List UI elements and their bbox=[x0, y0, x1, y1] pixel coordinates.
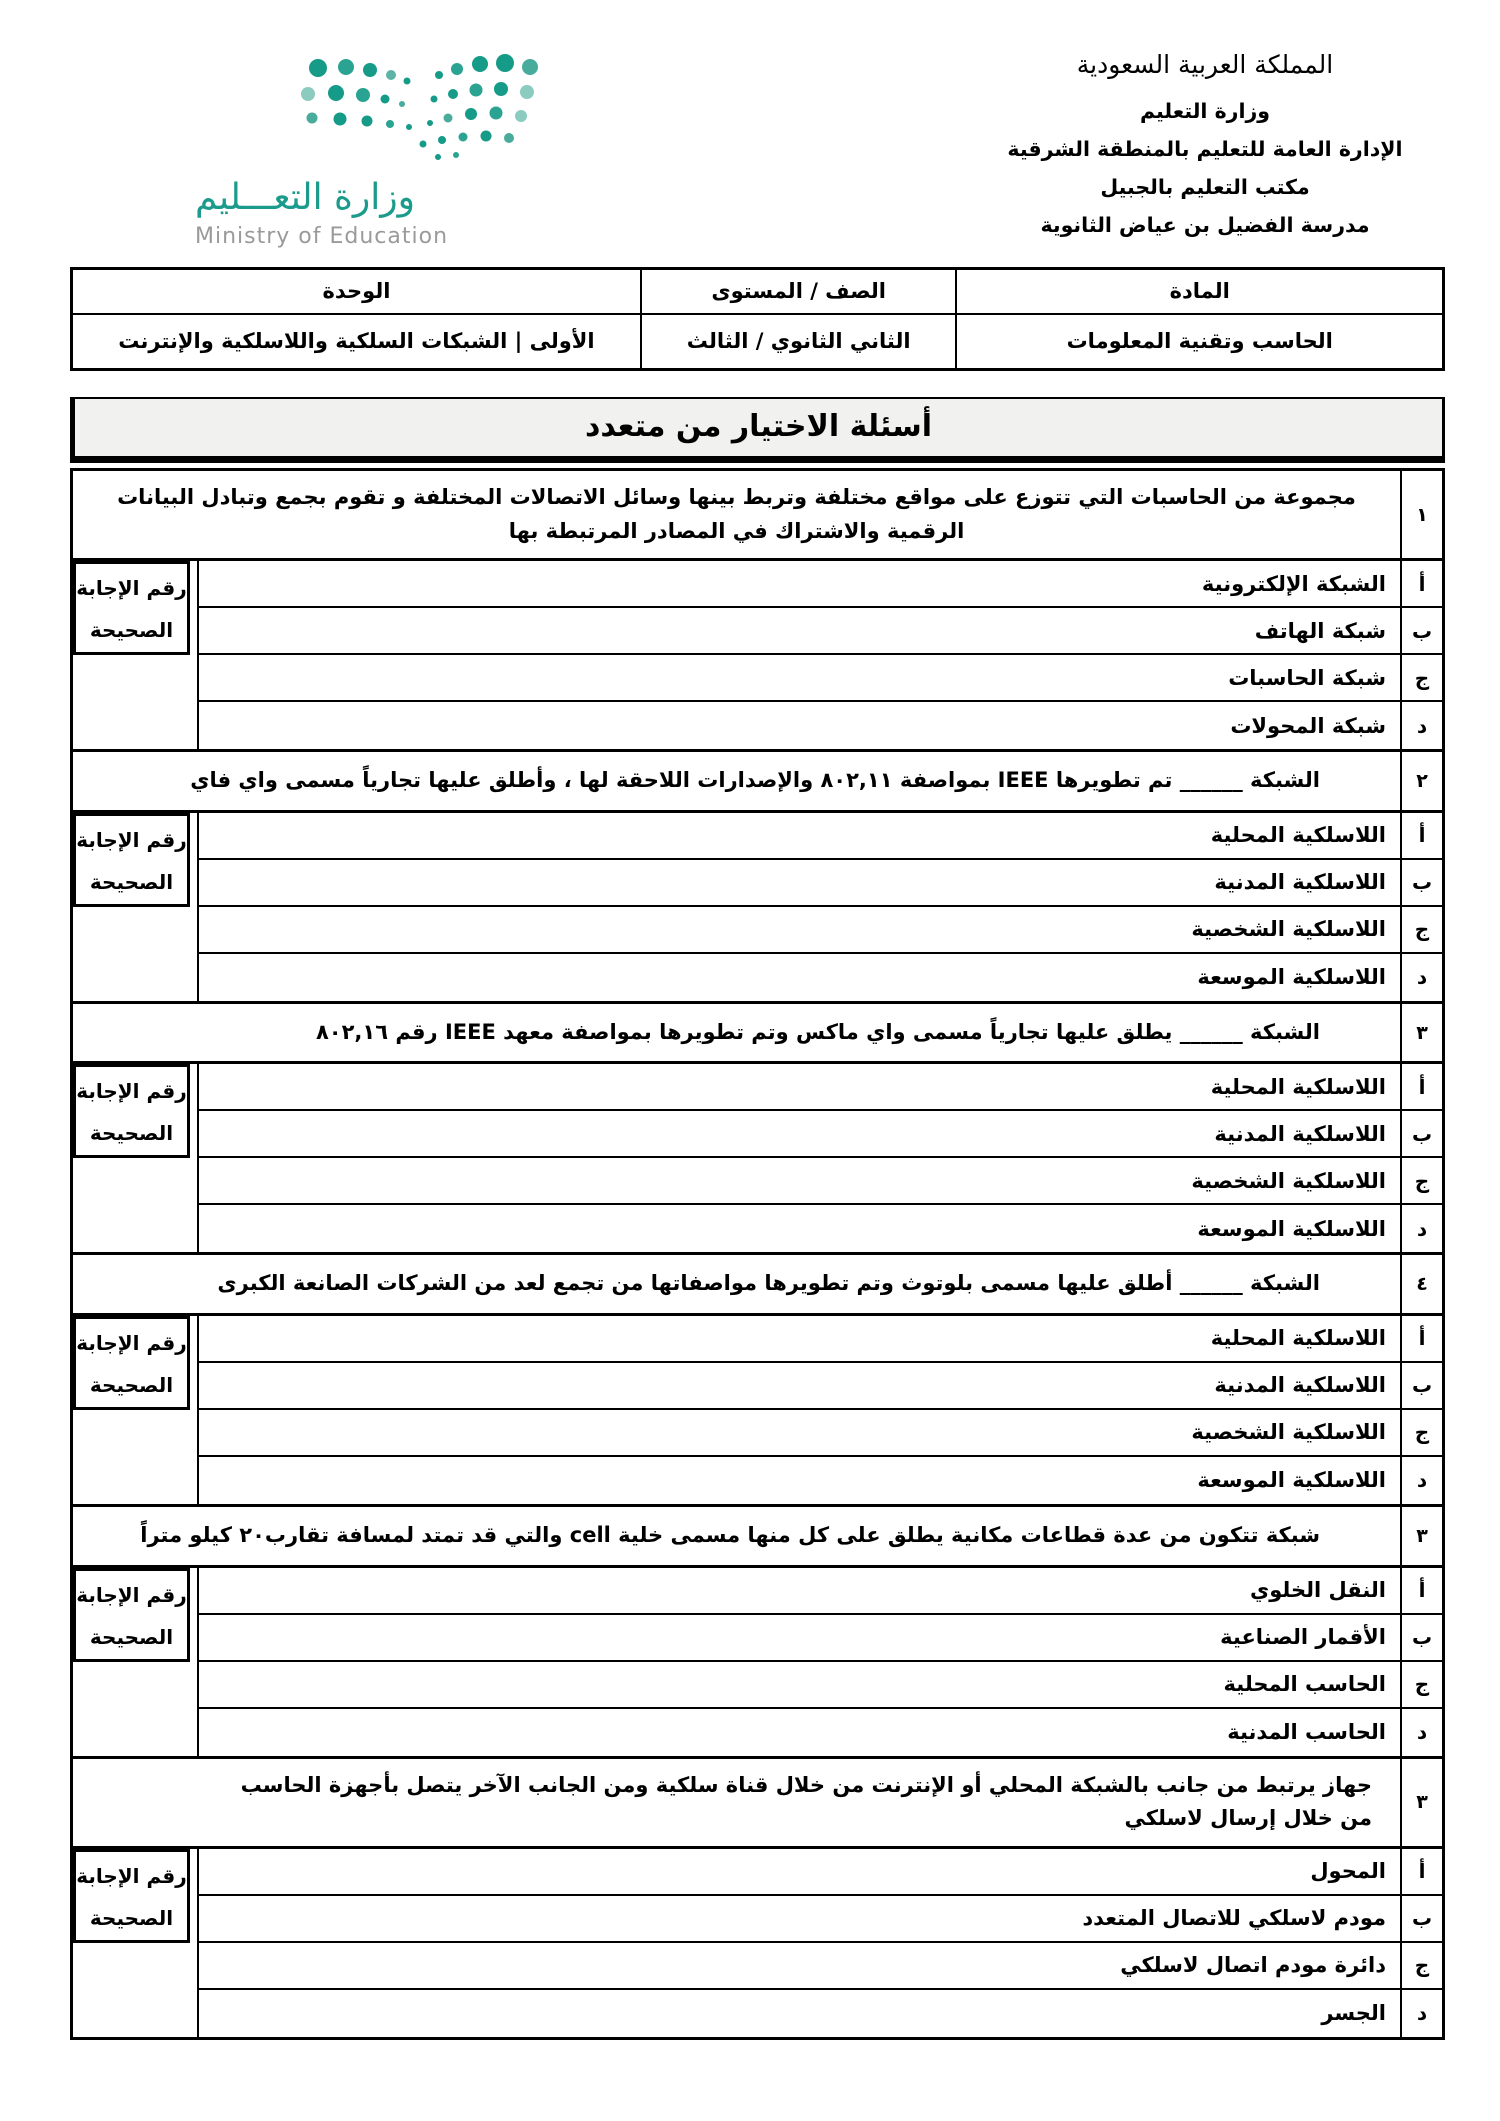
subject-header: المادة bbox=[956, 269, 1443, 314]
page-header bbox=[0, 0, 1500, 251]
question-number: ٣ bbox=[1400, 1759, 1442, 1849]
option-letter: أ bbox=[1400, 1568, 1442, 1615]
correct-answer-label: رقم الإجابة الصحيحة bbox=[73, 1316, 190, 1410]
option-letter: ب bbox=[1400, 1615, 1442, 1662]
option-text: الأقمار الصناعية bbox=[197, 1615, 1400, 1662]
option-text: اللاسلكية المدنية bbox=[197, 1111, 1400, 1158]
logo-english-wordmark: Ministry of Education bbox=[195, 223, 449, 249]
option-text: النقل الخلوي bbox=[197, 1568, 1400, 1615]
option-letter: أ bbox=[1400, 1316, 1442, 1363]
correct-answer-box bbox=[73, 655, 197, 749]
question-block-4 bbox=[70, 1255, 1445, 1507]
moe-palm-dots-icon bbox=[290, 50, 540, 162]
option-letter: د bbox=[1400, 954, 1442, 1001]
section-title bbox=[70, 397, 1445, 463]
option-text: الحاسب المحلية bbox=[197, 1662, 1400, 1709]
option-letter: د bbox=[1400, 1990, 1442, 2037]
option-letter: ب bbox=[1400, 860, 1442, 907]
question-block-5 bbox=[70, 1507, 1445, 1759]
grade-level-value: الثاني الثانوي / الثالث bbox=[641, 314, 957, 370]
section-title-text: أسئلة الاختيار من متعدد bbox=[584, 409, 933, 444]
question-text: الشبكة ______ أطلق عليها مسمى بلوتوث وتم تطويرها مواصفاتها من تجمع لعد من الشركات الصانعة الكبرى bbox=[73, 1255, 1400, 1316]
option-text: اللاسلكية المدنية bbox=[197, 860, 1400, 907]
option-letter: ب bbox=[1400, 1896, 1442, 1943]
kingdom-title: المملكة العربية السعودية bbox=[1076, 50, 1334, 79]
option-text: اللاسلكية الموسعة bbox=[197, 1457, 1400, 1504]
question-block-3 bbox=[70, 1004, 1445, 1256]
option-letter: ب bbox=[1400, 1111, 1442, 1158]
option-text: اللاسلكية المحلية bbox=[197, 1316, 1400, 1363]
question-number: ٤ bbox=[1400, 1255, 1442, 1316]
option-text: المحول bbox=[197, 1849, 1400, 1896]
education-office-line: مكتب التعليم بالجبيل bbox=[1100, 175, 1310, 199]
option-letter: ج bbox=[1400, 655, 1442, 702]
logo-arabic-wordmark: وزارة التعـــليم bbox=[195, 177, 416, 218]
option-text: شبكة الحاسبات bbox=[197, 655, 1400, 702]
correct-answer-label: رقم الإجابة الصحيحة bbox=[73, 1568, 190, 1662]
option-letter: ب bbox=[1400, 608, 1442, 655]
option-letter: ج bbox=[1400, 1943, 1442, 1990]
exam-info-table bbox=[70, 267, 1445, 371]
option-text: اللاسلكية الموسعة bbox=[197, 1205, 1400, 1252]
option-text: اللاسلكية المحلية bbox=[197, 1064, 1400, 1111]
government-header bbox=[965, 50, 1445, 251]
option-letter: أ bbox=[1400, 1849, 1442, 1896]
option-letter: ج bbox=[1400, 1158, 1442, 1205]
question-text: الشبكة ______ يطلق عليها تجارياً مسمى واي ماكس وتم تطويرها بمواصفة معهد IEEE رقم ٨٠٢,١٦ bbox=[73, 1004, 1400, 1065]
option-text: شبكة الهاتف bbox=[197, 608, 1400, 655]
option-letter: د bbox=[1400, 1205, 1442, 1252]
question-number: ٢ bbox=[1400, 752, 1442, 813]
subject-value: الحاسب وتقنية المعلومات bbox=[956, 314, 1443, 370]
option-letter: ج bbox=[1400, 1662, 1442, 1709]
option-text: اللاسلكية الشخصية bbox=[197, 1410, 1400, 1457]
option-text: مودم لاسلكي للاتصال المتعدد bbox=[197, 1896, 1400, 1943]
option-text: شبكة المحولات bbox=[197, 702, 1400, 749]
option-letter: ب bbox=[1400, 1363, 1442, 1410]
question-block-6 bbox=[70, 1759, 1445, 2040]
question-text: جهاز يرتبط من جانب بالشبكة المحلي أو الإنترنت من خلال قناة سلكية ومن الجانب الآخر يتصل بأجهزة الحاسب من خلال إرسال لاسلكي bbox=[73, 1759, 1400, 1849]
option-text: الشبكة الإلكترونية bbox=[197, 561, 1400, 608]
option-letter: ج bbox=[1400, 907, 1442, 954]
question-text: شبكة تتكون من عدة قطاعات مكانية يطلق على كل منها مسمى خلية cell والتي قد تمتد لمسافة تقارب٢٠ كيلو متراً bbox=[73, 1507, 1400, 1568]
option-letter: ج bbox=[1400, 1410, 1442, 1457]
correct-answer-label: رقم الإجابة الصحيحة bbox=[73, 1849, 190, 1943]
option-text: دائرة مودم اتصال لاسلكي bbox=[197, 1943, 1400, 1990]
correct-answer-box bbox=[73, 907, 197, 1001]
questions-table bbox=[70, 468, 1445, 2040]
question-block-1 bbox=[70, 468, 1445, 752]
option-letter: أ bbox=[1400, 813, 1442, 860]
correct-answer-box bbox=[73, 1410, 197, 1504]
correct-answer-label: رقم الإجابة الصحيحة bbox=[73, 1064, 190, 1158]
correct-answer-box bbox=[73, 1943, 197, 2037]
ministry-of-education-logo bbox=[195, 50, 575, 249]
question-number: ١ bbox=[1400, 471, 1442, 561]
grade-level-header: الصف / المستوى bbox=[641, 269, 957, 314]
question-number: ٣ bbox=[1400, 1507, 1442, 1568]
option-letter: أ bbox=[1400, 1064, 1442, 1111]
option-text: اللاسلكية الشخصية bbox=[197, 907, 1400, 954]
option-text: اللاسلكية المدنية bbox=[197, 1363, 1400, 1410]
option-letter: أ bbox=[1400, 561, 1442, 608]
option-text: الحاسب المدنية bbox=[197, 1709, 1400, 1756]
school-name-line: مدرسة الفضيل بن عياض الثانوية bbox=[1040, 213, 1370, 237]
option-text: الجسر bbox=[197, 1990, 1400, 2037]
ministry-line: وزارة التعليم bbox=[1139, 99, 1271, 123]
option-text: اللاسلكية الموسعة bbox=[197, 954, 1400, 1001]
question-number: ٣ bbox=[1400, 1004, 1442, 1065]
question-text: مجموعة من الحاسبات التي تتوزع على مواقع مختلفة وتربط بينها وسائل الاتصالات المختلفة و تقوم بجمع وتبادل البيانات الرقمية والاشتراك في المصادر المرتبطة بها bbox=[73, 471, 1400, 561]
correct-answer-box bbox=[73, 1662, 197, 1756]
correct-answer-box bbox=[73, 1158, 197, 1252]
question-text: الشبكة ______ تم تطويرها IEEE بمواصفة ٨٠٢,١١ والإصدارات اللاحقة لها ، وأطلق عليها تجارياً مسمى واي فاي bbox=[73, 752, 1400, 813]
unit-value: الأولى | الشبكات السلكية واللاسلكية والإنترنت bbox=[72, 314, 641, 370]
correct-answer-label: رقم الإجابة الصحيحة bbox=[73, 813, 190, 907]
option-letter: د bbox=[1400, 1457, 1442, 1504]
option-letter: د bbox=[1400, 1709, 1442, 1756]
unit-header: الوحدة bbox=[72, 269, 641, 314]
option-text: اللاسلكية الشخصية bbox=[197, 1158, 1400, 1205]
option-letter: د bbox=[1400, 702, 1442, 749]
option-text: اللاسلكية المحلية bbox=[197, 813, 1400, 860]
directorate-line: الإدارة العامة للتعليم بالمنطقة الشرقية bbox=[1007, 137, 1403, 161]
correct-answer-label: رقم الإجابة الصحيحة bbox=[73, 561, 190, 655]
question-block-2 bbox=[70, 752, 1445, 1004]
